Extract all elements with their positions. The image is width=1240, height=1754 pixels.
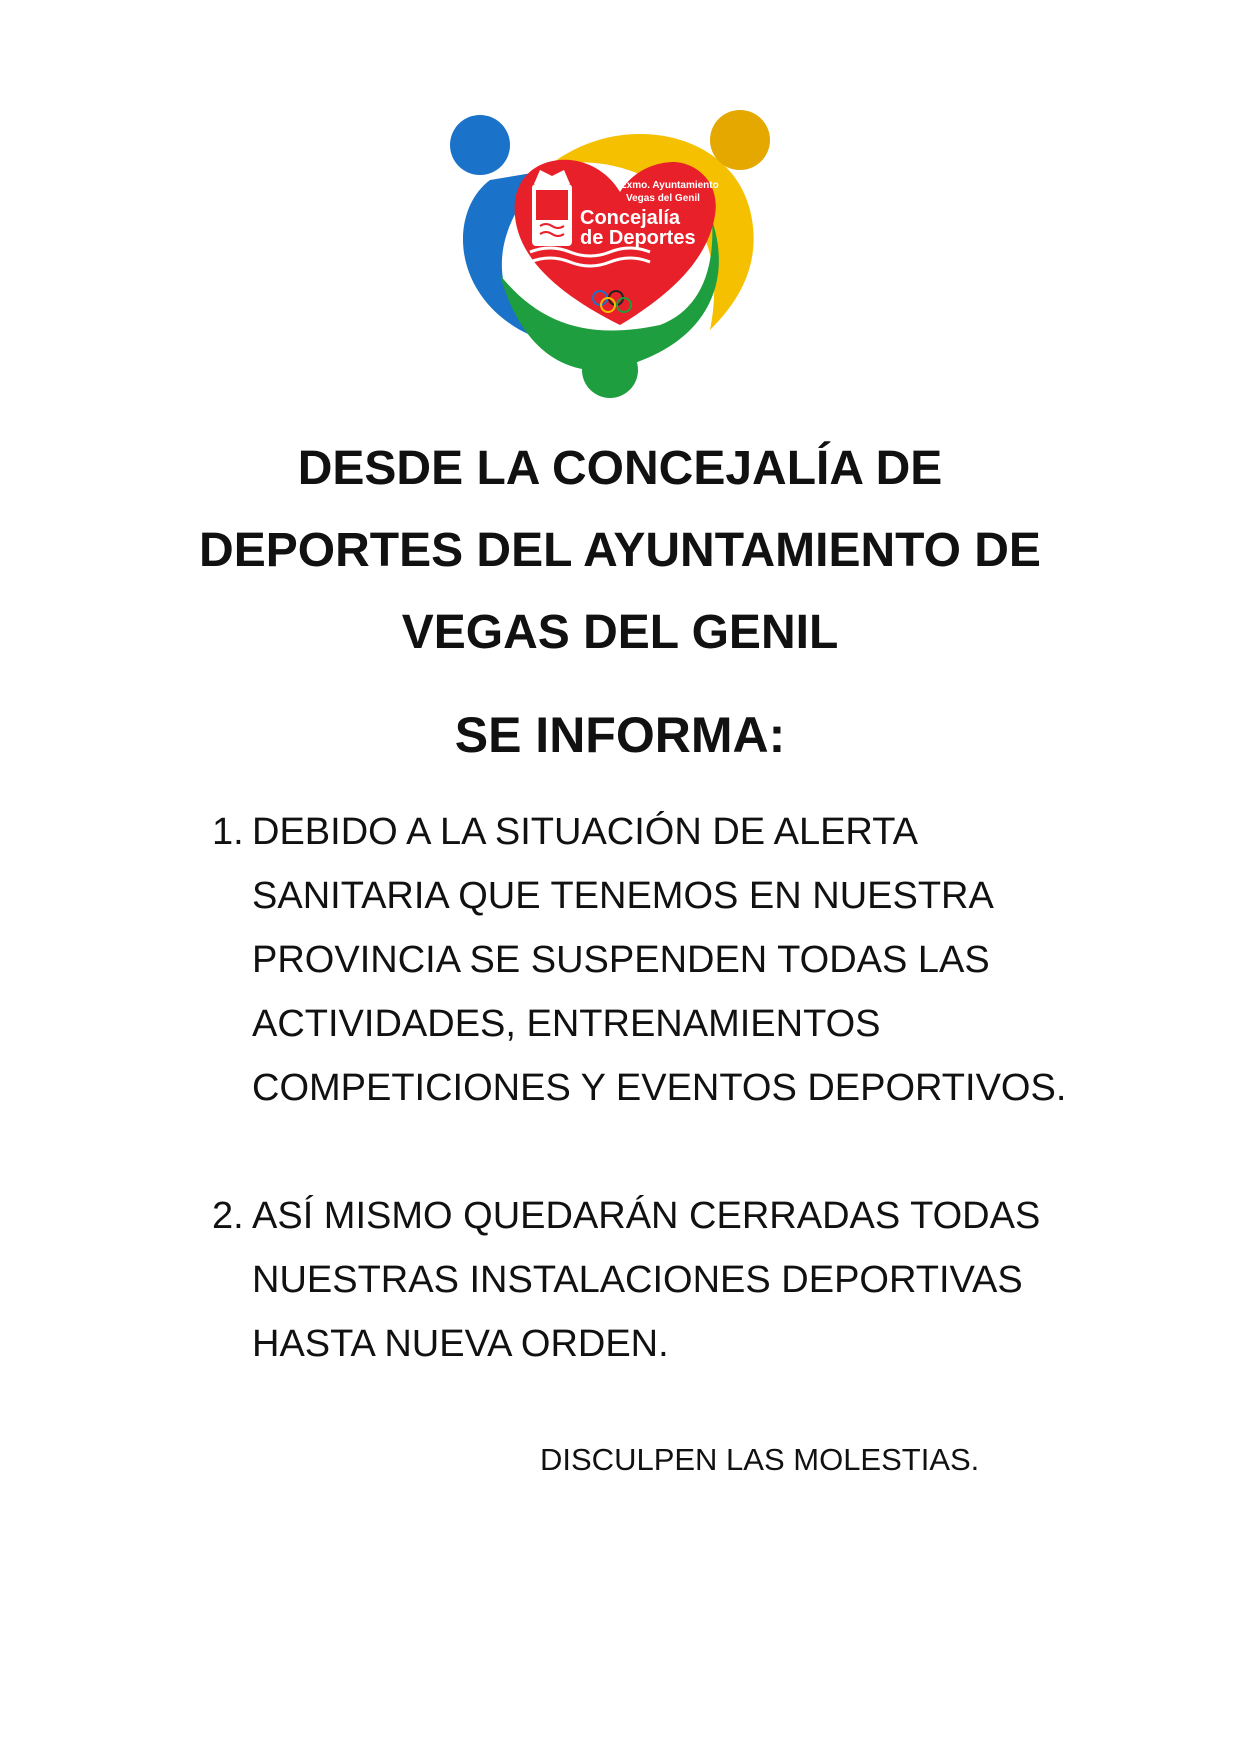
notice-item-1 [212,800,1112,1120]
concejalia-logo [430,100,810,400]
heart-people-emblem [430,100,810,400]
item-line: HASTA NUEVA ORDEN. [252,1323,669,1365]
se-informa-heading: SE INFORMA: [454,707,786,763]
item-number: 2. [212,1195,244,1237]
heading-line: DEPORTES DEL AYUNTAMIENTO DE [199,524,1041,577]
closing-text: DISCULPEN LAS MOLESTIAS. [540,1442,980,1477]
notice-list [212,800,1112,1376]
logo-line1: Exmo. Ayuntamiento [620,180,719,191]
heading-line: DESDE LA CONCEJALÍA DE [297,442,943,495]
heading-line: VEGAS DEL GENIL [401,606,839,659]
item-number: 1. [212,811,244,853]
logo-line2: Vegas del Genil [626,193,700,204]
item-line: DEBIDO A LA SITUACIÓN DE ALERTA [252,811,918,853]
notice-item-2 [212,1184,1112,1376]
item-line: SANITARIA QUE TENEMOS EN NUESTRA [252,875,994,917]
item-text [252,800,1112,1120]
item-line: PROVINCIA SE SUSPENDEN TODAS LAS [252,939,990,981]
main-heading [120,428,1120,674]
item-text [252,1184,1112,1376]
item-line: COMPETICIONES Y EVENTOS DEPORTIVOS. [252,1067,1067,1109]
logo-title2: de Deportes [580,227,696,249]
item-line: ASÍ MISMO QUEDARÁN CERRADAS TODAS [252,1195,1041,1237]
item-line: ACTIVIDADES, ENTRENAMIENTOS [252,1003,881,1045]
item-line: NUESTRAS INSTALACIONES DEPORTIVAS [252,1259,1023,1301]
logo-title1: Concejalía [580,207,681,229]
